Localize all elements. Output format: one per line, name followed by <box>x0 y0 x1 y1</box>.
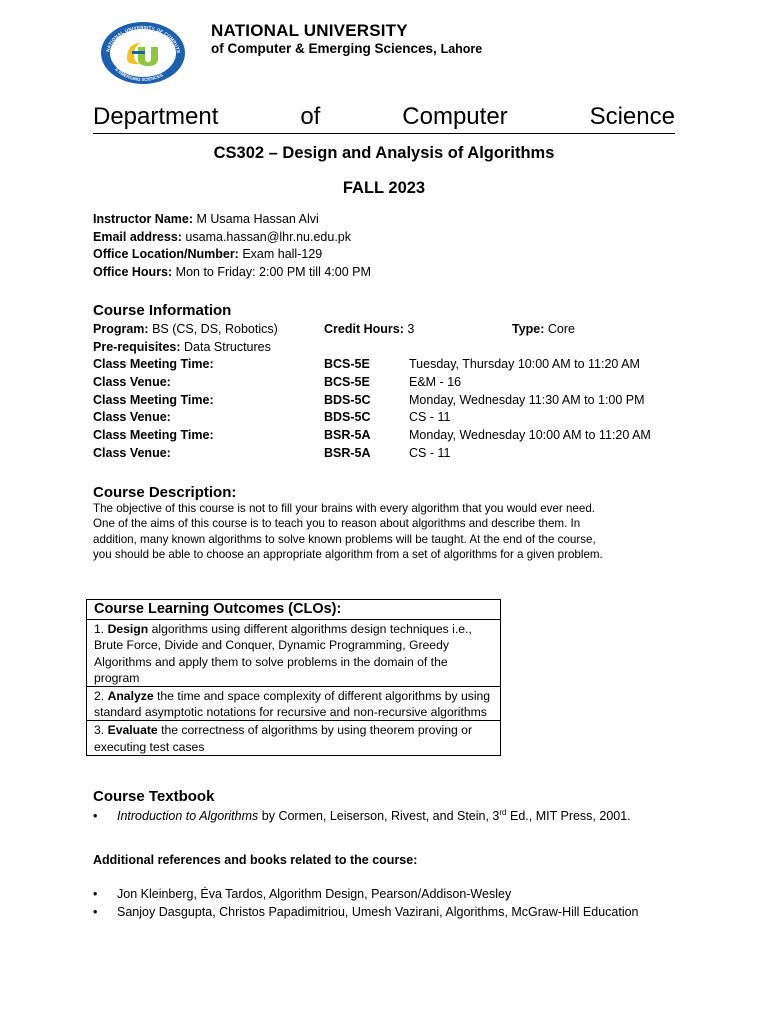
schedule-section: BCS-5E <box>324 357 370 372</box>
schedule-label: Class Meeting Time: <box>93 392 214 407</box>
university-subtitle-main: of Computer & Emerging Sciences, <box>211 41 437 56</box>
schedule-row <box>93 356 693 374</box>
department-word: of <box>300 103 321 130</box>
reference-text: Sanjoy Dasgupta, Christos Papadimitriou, Umesh Vazirani, Algorithms, McGraw-Hill Education <box>117 904 639 919</box>
svg-text:NATIONAL UNIVERSITY OF COMPUTE: NATIONAL UNIVERSITY OF COMPUTE <box>105 24 181 54</box>
course-description-text <box>93 501 673 563</box>
university-logo <box>101 22 185 84</box>
schedule-row <box>93 409 693 427</box>
field-label: Office Hours: <box>93 265 173 280</box>
list-item <box>93 808 631 826</box>
office-hours-row <box>93 264 371 282</box>
instructor-info <box>93 211 371 282</box>
schedule-row <box>93 427 693 445</box>
schedule-value: Monday, Wednesday 11:30 AM to 1:00 PM <box>409 392 645 407</box>
header-divider <box>93 133 675 134</box>
schedule-value: E&M - 16 <box>409 375 462 390</box>
office-location: Exam hall-129 <box>242 247 323 262</box>
email-row <box>93 229 371 247</box>
course-information-table <box>93 321 693 463</box>
textbook-list <box>93 808 631 826</box>
description-line: One of the aims of this course is to teach you to reason about algorithms and describe them. In <box>93 517 581 531</box>
credit-hours-value: 3 <box>407 322 415 336</box>
university-subtitle <box>211 41 482 56</box>
description-line: addition, many known algorithms to solve known problems will be taught. At the end of the course, <box>93 532 596 546</box>
field-label: Email address: <box>93 229 182 244</box>
reference-text: Jon Kleinberg, Éva Tardos, Algorithm Design, Pearson/Addison-Wesley <box>117 887 512 901</box>
clo-verb: Design <box>107 622 149 637</box>
schedule-section: BCS-5E <box>324 375 370 390</box>
clo-number: 2. <box>94 689 105 704</box>
textbook-title: Introduction to Algorithms <box>117 809 259 823</box>
schedule-row <box>93 374 693 392</box>
schedule-value: Tuesday, Thursday 10:00 AM to 11:20 AM <box>409 357 640 372</box>
field-label: Credit Hours: <box>324 322 404 336</box>
clo-verb: Analyze <box>107 689 154 704</box>
list-item <box>93 904 639 922</box>
university-city: Lahore <box>440 42 483 56</box>
type-value: Core <box>547 322 575 336</box>
course-description-heading: Course Description: <box>93 484 237 501</box>
bullet-icon: • <box>93 887 98 901</box>
schedule-value: CS - 11 <box>409 445 451 460</box>
department-word: Computer <box>402 103 508 130</box>
bullet-icon: • <box>93 809 98 823</box>
department-word: Science <box>589 103 675 130</box>
clo-text: the correctness of algorithms by using theorem proving or executing test cases <box>94 723 473 754</box>
term: FALL 2023 <box>342 179 426 197</box>
schedule-value: Monday, Wednesday 10:00 AM to 11:20 AM <box>409 428 651 443</box>
course-title: CS302 – Design and Analysis of Algorithms <box>213 144 555 162</box>
clo-verb: Evaluate <box>107 723 158 738</box>
clo-item <box>87 619 500 686</box>
department-heading <box>93 103 675 131</box>
description-line: you should be able to choose an appropriate algorithm from a set of algorithms for a given problem. <box>93 548 603 562</box>
clo-item <box>87 686 500 720</box>
prerequisites-value: Data Structures <box>184 339 271 354</box>
field-label: Program: <box>93 322 149 336</box>
textbook-authors: by Cormen, Leiserson, Rivest, and Stein, 3 <box>261 809 500 823</box>
office-location-row <box>93 246 371 264</box>
field-label: Pre-requisites: <box>93 339 181 354</box>
additional-references-list <box>93 886 639 921</box>
field-label: Type: <box>512 322 545 336</box>
textbook-heading: Course Textbook <box>93 788 215 805</box>
field-label: Office Location/Number: <box>93 247 239 262</box>
additional-references-heading: Additional references and books related to the course: <box>93 853 418 867</box>
program-row <box>93 321 693 339</box>
clo-number: 3. <box>94 723 105 738</box>
clo-number: 1. <box>94 622 105 637</box>
prerequisites-row <box>93 339 693 357</box>
clo-item <box>87 720 500 754</box>
course-information-heading: Course Information <box>93 302 232 319</box>
svg-text:& EMERGING SCIENCES: & EMERGING SCIENCES <box>114 66 164 83</box>
schedule-label: Class Venue: <box>93 375 171 390</box>
schedule-row <box>93 392 693 410</box>
schedule-value: CS - 11 <box>409 410 451 425</box>
clo-table <box>86 599 501 756</box>
textbook-edition: Ed., MIT Press, 2001. <box>510 809 631 823</box>
department-word: Department <box>93 103 219 130</box>
edition-superscript: rd <box>499 807 507 817</box>
logo-mark-icon <box>123 37 163 67</box>
field-label: Instructor Name: <box>93 212 194 226</box>
clo-heading: Course Learning Outcomes (CLOs): <box>94 601 342 617</box>
schedule-section: BDS-5C <box>324 410 371 425</box>
clo-text: algorithms using different algorithms design techniques i.e., Brute Force, Divide and Conquer, Dynamic Programming, Greedy Algorithms and apply them to solve problems in the domain of the program <box>94 622 472 685</box>
clo-text: the time and space complexity of different algorithms by using standard asymptotic notations for recursive and non-recursive algorithms <box>94 689 491 720</box>
schedule-label: Class Meeting Time: <box>93 357 214 372</box>
university-name: NATIONAL UNIVERSITY <box>211 21 408 40</box>
instructor-name: M Usama Hassan Alvi <box>196 212 319 226</box>
schedule-section: BDS-5C <box>324 392 371 407</box>
schedule-section: BSR-5A <box>324 428 371 443</box>
schedule-label: Class Venue: <box>93 445 171 460</box>
list-item <box>93 886 639 904</box>
office-hours: Mon to Friday: 2:00 PM till 4:00 PM <box>175 265 371 280</box>
schedule-section: BSR-5A <box>324 445 371 460</box>
schedule-label: Class Meeting Time: <box>93 428 214 443</box>
schedule-label: Class Venue: <box>93 410 171 425</box>
email-link[interactable]: usama.hassan@lhr.nu.edu.pk <box>185 229 351 244</box>
bullet-icon: • <box>93 904 98 919</box>
program-value: BS (CS, DS, Robotics) <box>152 322 278 336</box>
description-line: The objective of this course is not to fill your brains with every algorithm that you would ever need. <box>93 502 596 515</box>
instructor-name-row <box>93 211 371 229</box>
schedule-row <box>93 445 693 463</box>
